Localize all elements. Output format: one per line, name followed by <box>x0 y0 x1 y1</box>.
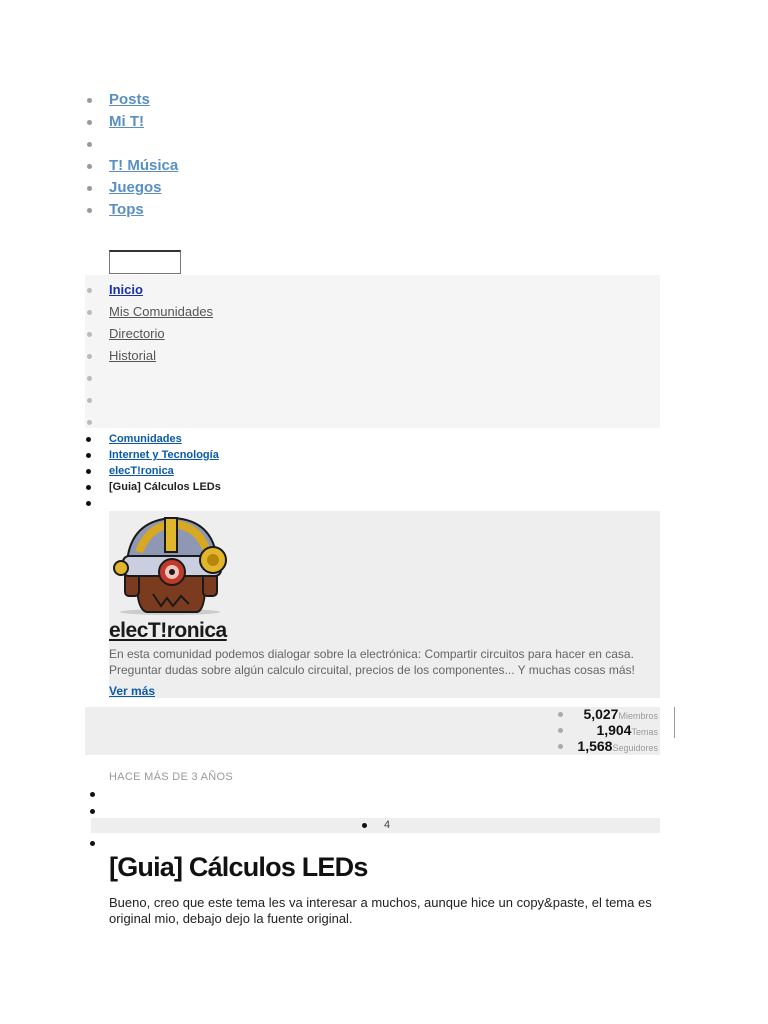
vote-count[interactable]: 4 <box>384 819 391 831</box>
stats-list <box>577 706 658 754</box>
community-nav-link-historial[interactable]: Historial <box>109 348 156 363</box>
top-nav-link-posts[interactable]: Posts <box>109 91 150 108</box>
top-nav-link-musica[interactable]: T! Música <box>109 157 179 174</box>
breadcrumb-link-internet[interactable]: Internet y Tecnología <box>109 449 219 461</box>
community-nav-link-inicio[interactable]: Inicio <box>109 282 143 297</box>
community-description: En esta comunidad podemos dialogar sobre la electrónica: Compartir circuitos para hacer en casa. Preguntar dudas sobre algún calculo circuital, precios de los componentes... Y muchas cosas más! <box>109 647 635 677</box>
stat-label: Temas <box>631 727 658 737</box>
breadcrumb-item <box>0 463 221 479</box>
community-nav-item-empty-1 <box>0 367 213 389</box>
breadcrumb-item-empty <box>0 495 221 511</box>
community-nav <box>0 279 213 433</box>
top-nav <box>0 89 178 221</box>
robot-mascot-icon[interactable] <box>109 512 231 616</box>
top-nav-item-musica <box>0 155 178 177</box>
community-nav-item-mis-comunidades <box>0 301 213 323</box>
breadcrumb-link-electronica[interactable]: elecT!ronica <box>109 465 174 477</box>
stat-value: 1,904 <box>596 722 632 738</box>
community-nav-item-empty-3 <box>0 411 213 433</box>
top-nav-link-juegos[interactable]: Juegos <box>109 179 162 196</box>
breadcrumb-item-current <box>0 479 221 495</box>
breadcrumb-current: [Guia] Cálculos LEDs <box>109 481 221 493</box>
community-nav-link-mis-comunidades[interactable]: Mis Comunidades <box>109 304 214 319</box>
stat-value: 5,027 <box>583 706 619 722</box>
stat-label: Seguidores <box>612 743 658 753</box>
community-nav-item-empty-2 <box>0 389 213 411</box>
vote-bar <box>91 818 660 833</box>
stat-bullet <box>558 744 563 749</box>
top-nav-item-tops <box>0 199 178 221</box>
top-nav-item-posts <box>0 89 178 111</box>
stat-bullet <box>558 728 563 733</box>
search-input[interactable] <box>109 250 181 274</box>
breadcrumb <box>0 431 221 511</box>
empty-bullet <box>90 841 95 846</box>
community-nav-item-historial <box>0 345 213 367</box>
post-body: Bueno, creo que este tema les va interesar a muchos, aunque hice un copy&paste, el tema es original mio, debajo dejo la fuente original. <box>109 895 652 926</box>
community-nav-link-directorio[interactable]: Directorio <box>109 326 165 341</box>
community-nav-item-inicio <box>0 279 213 301</box>
post-age: HACE MÁS DE 3 AÑOS <box>109 771 233 783</box>
stat-bullet <box>558 712 563 717</box>
post-title: [Guia] Cálculos LEDs <box>109 852 368 882</box>
top-nav-item-juegos <box>0 177 178 199</box>
stat-topics <box>577 722 658 738</box>
community-name[interactable]: elecT!ronica <box>109 619 227 642</box>
breadcrumb-item <box>0 447 221 463</box>
top-nav-item-mi-t <box>0 111 178 133</box>
stat-label: Miembros <box>618 711 658 721</box>
top-nav-item-empty <box>0 133 178 155</box>
stat-followers <box>577 738 658 754</box>
top-nav-link-mi-t[interactable]: Mi T! <box>109 113 144 130</box>
stat-value: 1,568 <box>577 738 613 754</box>
stats-divider <box>674 707 675 738</box>
breadcrumb-link-comunidades[interactable]: Comunidades <box>109 433 182 445</box>
ver-mas-link[interactable]: Ver más <box>109 684 156 698</box>
breadcrumb-item <box>0 431 221 447</box>
top-nav-link-tops[interactable]: Tops <box>109 201 144 218</box>
stats-panel <box>85 707 660 755</box>
community-nav-item-directorio <box>0 323 213 345</box>
stat-members <box>577 706 658 722</box>
